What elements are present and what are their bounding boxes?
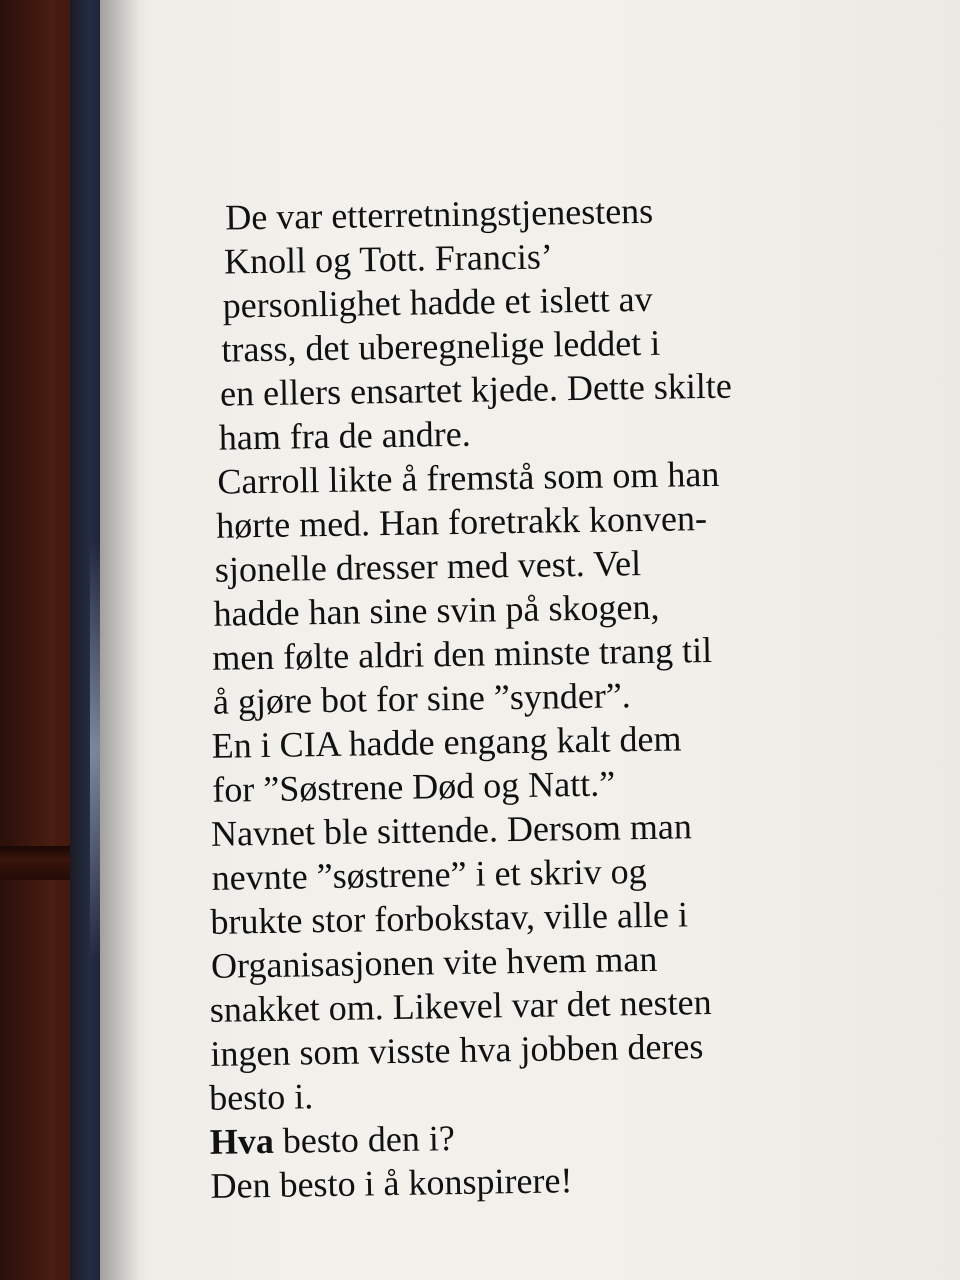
text-line: brukte stor forbokstav, ville alle i [210, 894, 689, 942]
text-line: Navnet ble sittende. Dersom man [210, 806, 693, 854]
text-line: Organisasjonen vite hvem man [210, 938, 658, 986]
text-line: ingen som visste hva jobben deres [210, 1026, 704, 1074]
text-line: hadde han sine svin på skogen, [213, 586, 660, 634]
text-line: for ”Søstrene Død og Natt.” [212, 763, 616, 810]
text-line: Knoll og Tott. Francis’ [223, 236, 554, 282]
book-text-block [195, 186, 871, 1208]
text-line: besto i. [208, 1076, 314, 1118]
text-line: sjonelle dresser med vest. Vel [214, 543, 642, 590]
closing-line: Den besto i å konspirere! [210, 1160, 573, 1206]
page-gutter-shadow [100, 0, 140, 1280]
question-bold-word: Hva [209, 1120, 275, 1162]
text-line: ham fra de andre. [218, 413, 471, 458]
text-line: men følte aldri den minste trang til [211, 629, 713, 678]
text-line: personlighet hadde et islett av [222, 278, 653, 326]
text-line: De var etterretningstjenestens [225, 190, 654, 238]
text-line: trass, det uberegnelige leddet i [221, 322, 661, 370]
text-line: snakket om. Likevel var det nesten [209, 981, 712, 1030]
text-line: en ellers ensartet kjede. Dette skilte [219, 365, 733, 414]
text-line: En i CIA hadde engang kalt dem [211, 718, 682, 766]
text-line: hørte med. Han foretrakk konven- [215, 498, 708, 546]
text-line: nevnte ”søstrene” i et skriv og [211, 850, 647, 898]
text-line: Carroll likte å fremstå som om han [217, 453, 720, 502]
question-rest: besto den i? [273, 1118, 456, 1161]
text-line: å gjøre bot for sine ”synder”. [212, 675, 632, 722]
